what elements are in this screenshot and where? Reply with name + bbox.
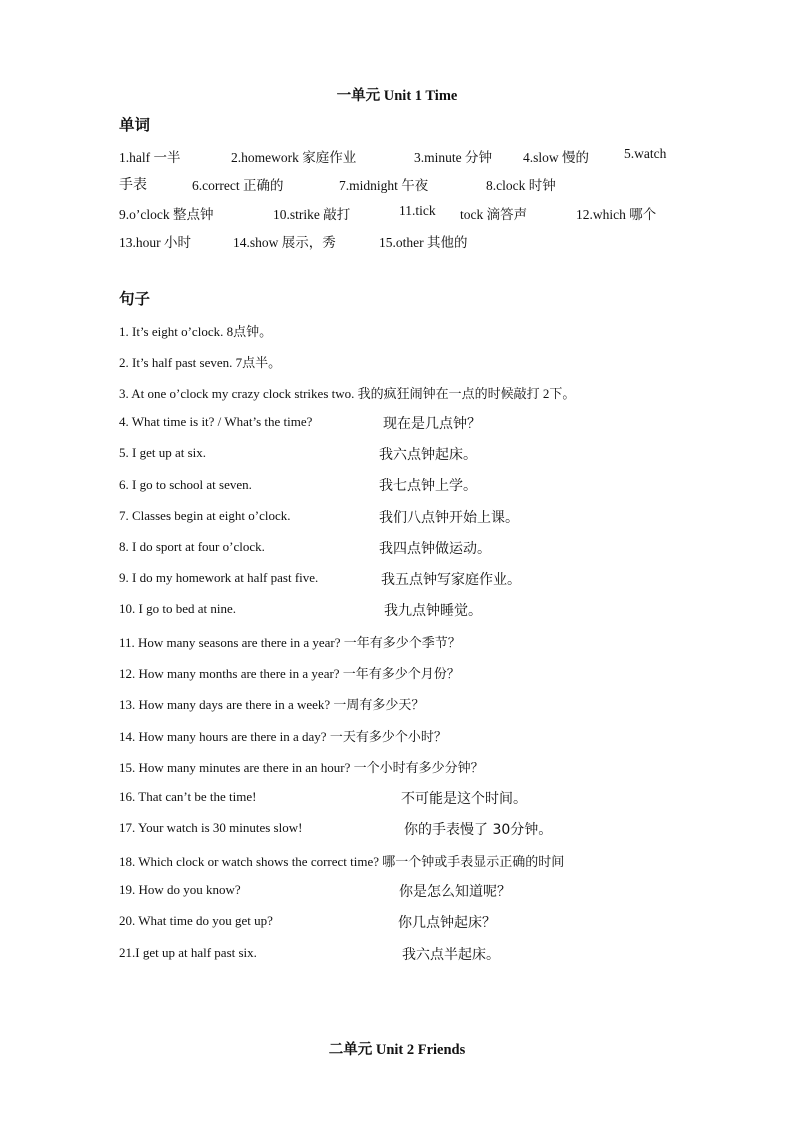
vocab-item: 15.other 其他的 bbox=[379, 235, 468, 250]
sentence-3-en: 3. At one o’clock my crazy clock strikes two. 我的疯狂闹钟在一点的时候敲打 2下。 bbox=[119, 386, 576, 401]
sentence-2-en: 2. It’s half past seven. 7点半。 bbox=[119, 355, 282, 370]
unit1-title: 一单元 Unit 1 Time bbox=[336, 88, 458, 104]
vocab-item: 3.minute 分钟 bbox=[414, 150, 492, 165]
sentence-6-zh: 我七点钟上学。 bbox=[379, 478, 477, 494]
unit2-title: 二单元 Unit 2 Friends bbox=[328, 1042, 466, 1058]
sentence-9-zh: 我五点钟写家庭作业。 bbox=[381, 572, 521, 588]
sentence-13-en: 13. How many days are there in a week? 一周有多少天？ bbox=[119, 697, 425, 712]
sentence-7-en: 7. Classes begin at eight o’clock. bbox=[119, 508, 291, 523]
sentence-20-en: 20. What time do you get up? bbox=[119, 913, 273, 928]
vocab-item: 14.show 展示，秀 bbox=[233, 235, 336, 250]
sentence-20-zh: 你几点钟起床？ bbox=[398, 915, 496, 931]
sentence-6-en: 6. I go to school at seven. bbox=[119, 477, 252, 492]
vocab-item: 4.slow 慢的 bbox=[523, 150, 590, 165]
sentence-17-en: 17. Your watch is 30 minutes slow! bbox=[119, 820, 303, 835]
sentence-19-en: 19. How do you know? bbox=[119, 882, 241, 897]
sentence-10-zh: 我九点钟睡觉。 bbox=[384, 603, 482, 619]
sentence-1-en: 1. It’s eight o’clock. 8点钟。 bbox=[119, 324, 273, 339]
vocab-item: 1.half 一半 bbox=[119, 150, 181, 165]
sentence-7-zh: 我们八点钟开始上课。 bbox=[379, 510, 519, 526]
words-heading: 单词 bbox=[119, 116, 151, 134]
vocab-item: 5.watch bbox=[624, 146, 667, 161]
vocab-item: tock 滴答声 bbox=[460, 207, 528, 222]
vocab-item: 2.homework 家庭作业 bbox=[231, 150, 357, 165]
sentence-19-zh: 你是怎么知道呢？ bbox=[399, 884, 511, 900]
sentences-heading: 句子 bbox=[119, 290, 151, 308]
sentence-9-en: 9. I do my homework at half past five. bbox=[119, 570, 319, 585]
vocab-item: 6.correct 正确的 bbox=[192, 178, 284, 193]
sentence-14-en: 14. How many hours are there in a day? 一天有多少个小时？ bbox=[119, 729, 447, 744]
vocab-item: 7.midnight 午夜 bbox=[339, 178, 429, 193]
vocab-item: 11.tick bbox=[399, 203, 436, 218]
sentence-8-en: 8. I do sport at four o’clock. bbox=[119, 539, 265, 554]
sentence-12-en: 12. How many months are there in a year? 一年有多少个月份？ bbox=[119, 666, 460, 681]
sentence-16-zh: 不可能是这个时间。 bbox=[401, 791, 527, 807]
sentence-5-zh: 我六点钟起床。 bbox=[379, 447, 477, 463]
sentence-17-zh: 你的手表慢了 30分钟。 bbox=[404, 822, 553, 838]
sentence-21-en: 21.I get up at half past six. bbox=[119, 945, 257, 960]
vocab-item: 手表 bbox=[119, 177, 147, 193]
sentence-8-zh: 我四点钟做运动。 bbox=[379, 541, 491, 557]
sentence-10-en: 10. I go to bed at nine. bbox=[119, 601, 236, 616]
sentence-18-en: 18. Which clock or watch shows the correct time? 哪一个钟或手表显示正确的时间 bbox=[119, 854, 565, 869]
sentence-5-en: 5. I get up at six. bbox=[119, 445, 207, 460]
sentence-16-en: 16. That can’t be the time! bbox=[119, 789, 257, 804]
vocab-item: 13.hour 小时 bbox=[119, 235, 191, 250]
sentence-4-en: 4. What time is it? / What’s the time? bbox=[119, 414, 313, 429]
vocab-item: 9.o’clock 整点钟 bbox=[119, 207, 214, 222]
sentence-4-zh: 现在是几点钟？ bbox=[383, 416, 481, 432]
sentence-11-en: 11. How many seasons are there in a year? 一年有多少个季节？ bbox=[119, 635, 461, 650]
vocab-item: 10.strike 敲打 bbox=[273, 207, 351, 222]
sentence-15-en: 15. How many minutes are there in an hour? 一个小时有多少分钟？ bbox=[119, 760, 484, 775]
vocab-item: 8.clock 时钟 bbox=[486, 178, 556, 193]
sentence-21-zh: 我六点半起床。 bbox=[402, 947, 500, 963]
vocab-item: 12.which 哪个 bbox=[576, 207, 657, 222]
